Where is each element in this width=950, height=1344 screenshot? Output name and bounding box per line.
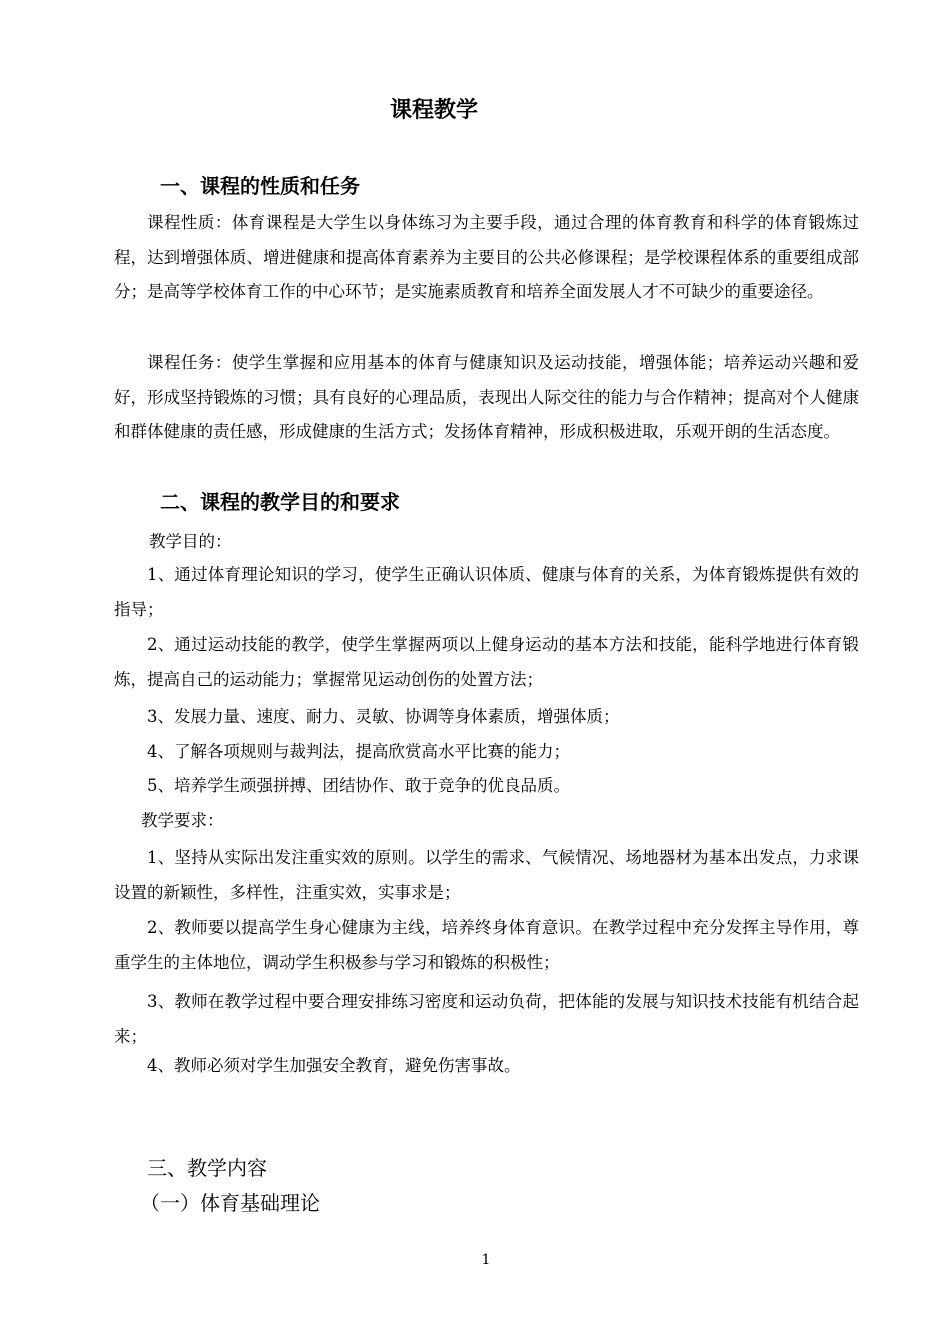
goals-label: 教学目的： bbox=[149, 532, 232, 551]
goal-item: 1、通过体育理论知识的学习，使学生正确认识体质、健康与体育的关系，为体育锻炼提供有效的指导； bbox=[114, 565, 859, 619]
goal-item: 4、了解各项规则与裁判法，提高欣赏高水平比赛的能力； bbox=[147, 742, 570, 761]
section-heading-goals: 二、课程的教学目的和要求 bbox=[160, 490, 400, 514]
page-title: 课程教学 bbox=[389, 98, 478, 123]
requirement-item: 2、教师要以提高学生身心健康为主线，培养终身体育意识。在教学过程中充分发挥主导作用，尊重学生的主体地位，调动学生积极参与学习和锻炼的积极性； bbox=[114, 918, 859, 972]
page-number: 1 bbox=[481, 1252, 491, 1268]
section-heading-content: 三、教学内容 bbox=[147, 1156, 267, 1180]
goal-item: 2、通过运动技能的教学，使学生掌握两项以上健身运动的基本方法和技能，能科学地进行体育锻炼，提高自己的运动能力；掌握常见运动创伤的处置方法； bbox=[114, 635, 859, 689]
course-nature-paragraph: 课程性质：体育课程是大学生以身体练习为主要手段，通过合理的体育教育和科学的体育锻炼过程，达到增强体质、增进健康和提高体育素养为主要目的公共必修课程；是学校课程体系的重要组成部分；是高等学校体育工作的中心环节；是实施素质教育和培养全面发展人才不可缺少的重要途径。 bbox=[114, 213, 859, 302]
goal-item: 5、培养学生顽强拼搏、团结协作、敢于竞争的优良品质。 bbox=[147, 776, 570, 795]
subsection-heading-theory: （一）体育基础理论 bbox=[140, 1191, 320, 1215]
course-task-paragraph: 课程任务：使学生掌握和应用基本的体育与健康知识及运动技能，增强体能；培养运动兴趣和爱好，形成坚持锻炼的习惯；具有良好的心理品质，表现出人际交往的能力与合作精神；提高对个人健康和群体健康的责任感，形成健康的生活方式；发扬体育精神，形成积极进取，乐观开朗的生活态度。 bbox=[114, 353, 859, 442]
requirement-item: 4、教师必须对学生加强安全教育，避免伤害事故。 bbox=[147, 1056, 521, 1075]
section-heading-nature: 一、课程的性质和任务 bbox=[160, 174, 360, 198]
requirement-item: 1、坚持从实际出发注重实效的原则。以学生的需求、气候情况、场地器材为基本出发点，力求课设置的新颖性，多样性，注重实效，实事求是； bbox=[114, 848, 859, 902]
goal-item: 3、发展力量、速度、耐力、灵敏、协调等身体素质，增强体质； bbox=[147, 707, 620, 726]
requirement-item: 3、教师在教学过程中要合理安排练习密度和运动负荷，把体能的发展与知识技术技能有机结合起来； bbox=[114, 992, 859, 1046]
requirements-label: 教学要求： bbox=[141, 811, 224, 830]
